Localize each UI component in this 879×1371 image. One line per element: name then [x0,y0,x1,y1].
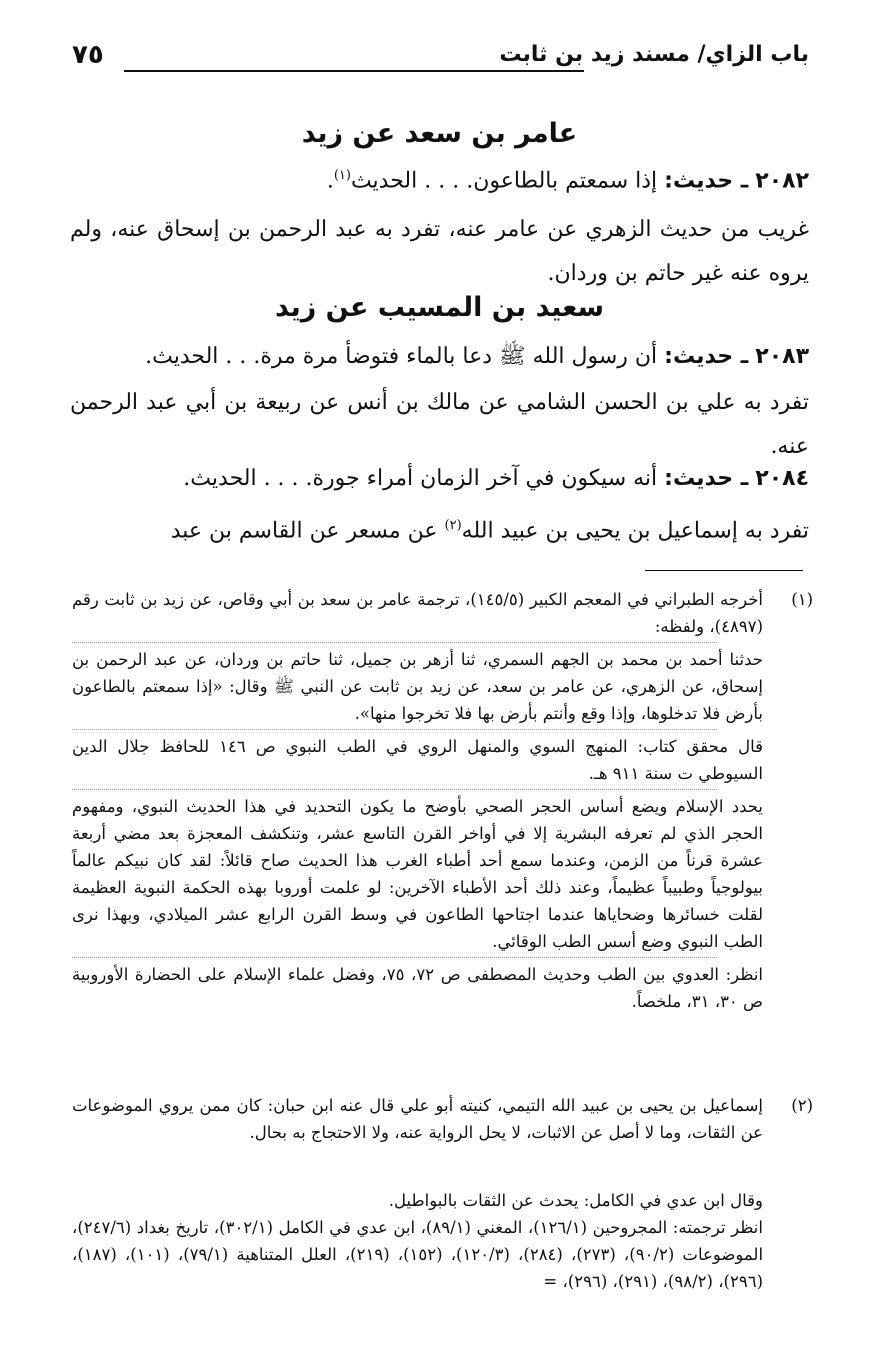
hadith-keyword: حديث: [664,168,734,194]
hadith-keyword: حديث: [664,466,734,491]
footnote-paragraph: قال محقق كتاب: المنهج السوي والمنهل الروي في الطب النبوي ص ١٤٦ للحافظ جلال الدين السيوطي ت سنة ٩١١ هـ. [72,737,763,783]
hadith-commentary: غريب من حديث الزهري عن عامر عنه، تفرد به عبد الرحمن بن إسحاق عنه، ولم يروه عنه غير حاتم بن وردان. [70,217,809,286]
commentary-text: تفرد به إسماعيل بن يحيى بن عبيد الله [461,518,809,544]
footnote-divider [72,729,717,730]
footnote-paragraph: يحدد الإسلام ويضع أساس الحجر الصحي بأوضح ما يكون التحديد في هذا الحديث النبوي، ومفهوم الحجر الذي لم تعرفه البشرية إلا في أواخر القرن التاسع عشر، وتنكشف المعجزة بعد مضي أربعة عشرة قرناً من الزمن، وعندما سمع أحد أطباء الغرب هذا الحديث صاح قائلاً: لقد كان نبيكم عالماً بيولوجياً وطبيباً عظيماً، وعند ذلك أحد الأطباء الآخرين: لو علمت أوروبا بهذه الحكمة النبوية العظيمة لقلت خسائرها وضحاياها عندما اجتاحها الطاعون في وسط القرن الرابع عشر الميلادي، وبهذا نرى الطب النبوي وضع أسس الطب الوقائي. [72,797,763,951]
commentary-text: عن مسعر عن القاسم بن عبد [170,518,438,544]
hadith-number: ٢٠٨٤ [755,466,809,491]
footnote [72,586,813,1015]
footnote-marker: (١) [791,590,813,609]
page-number: ٧٥ [72,40,104,70]
footnote-paragraph: أخرجه الطبراني في المعجم الكبير (١٤٥/٥)، ترجمة عامر بن سعد بن أبي وقاص، عن زيد بن ثابت رقم (٤٨٩٧)، ولفظه: [72,590,763,636]
hadith-entry: ٢٠٨٣ ـ حديث: أن رسول الله ﷺ دعا بالماء فتوضأ مرة مرة. . . الحديث. [145,344,809,369]
footnote-ref[interactable]: (٢) [444,518,462,533]
footnote-marker: (٢) [791,1096,813,1115]
footnote-separator [645,570,803,571]
section-heading: سعيد بن المسيب عن زيد [274,292,605,323]
footnote-paragraph: انظر: العدوي بين الطب وحديث المصطفى ص ٧٢، ٧٥، وفضل علماء الإسلام على الحضارة الأوروبية ص ٣٠، ٣١، ملخصاً. [72,965,763,1011]
hadith-text: إذا سمعتم بالطاعون. . . . الحديث [350,168,658,194]
hadith-number: ٢٠٨٣ [755,344,809,369]
hadith-text: أنه سيكون في آخر الزمان أمراء جورة. . . . الحديث. [183,466,658,491]
footnote-divider [72,789,717,790]
hadith-commentary [70,504,809,553]
hadith-entry: ٢٠٨٤ ـ حديث: أنه سيكون في آخر الزمان أمراء جورة. . . . الحديث. [183,466,809,491]
footnote [72,1092,813,1146]
running-header [72,38,809,82]
footnote-paragraph: حدثنا أحمد بن محمد بن الجهم السمري، ثنا أزهر بن جميل، ثنا حاتم بن وردان، عن عبد الرحمن بن إسحاق، عن الزهري، عن عامر بن سعد، عن زيد بن ثابت عن النبي ﷺ وقال: «إذا سمعتم بالطاعون بأرض فلا تدخلوها، وإذا وقع وأنتم بأرض بها فلا تخرجوا منها». [72,650,763,723]
footnote-divider [72,642,717,643]
hadith-commentary: تفرد به علي بن الحسن الشامي عن مالك بن أنس عن ربيعة بن أبي عبد الرحمن عنه. [70,390,809,459]
chapter-title: باب الزاي/ مسند زيد بن ثابت [499,42,809,67]
footnote-paragraph: وقال ابن عدي في الكامل: يحدث عن الثقات بالبواطيل. [388,1191,763,1210]
hadith-number: ٢٠٨٢ [755,168,809,194]
hadith-keyword: حديث: [664,344,734,369]
footnote-ref[interactable]: (١) [333,168,351,183]
footnote-divider [72,957,717,958]
hadith-text: أن رسول الله ﷺ دعا بالماء فتوضأ مرة مرة. . . الحديث. [145,344,658,369]
footnote-paragraph: إسماعيل بن يحيى بن عبيد الله التيمي، كنيته أبو علي قال عنه ابن حبان: كان ممن يروي الموضوعات عن الثقات، وما لا أصل عن الاثبات، لا يحل الرواية عنه، ولا الاحتجاج به بحال. [72,1096,763,1142]
footnote-paragraph: انظر ترجمته: المجروحين (١٢٦/١)، المغني (٨٩/١)، ابن عدي في الكامل (٣٠٢/١)، تاريخ بغداد (٢٤٧/٦)، الموضوعات (٩٠/٢)، (٢٧٣)، (٢٨٤)، (١٢٠/٣)، (١٥٢)، (٢١٩)، العلل المتناهية (٧٩/١)، (١٠١)، (١٨٧)، (٢٩٦)، (٩٨/٢)، (٢٩١)، (٢٩٦)، = [72,1218,764,1291]
header-rule [124,70,584,72]
hadith-entry: ٢٠٨٢ ـ حديث: إذا سمعتم بالطاعون. . . . الحديث$^{(١)}$. [326,168,809,194]
footnote-continuation [72,1187,763,1295]
section-heading: عامر بن سعد عن زيد [301,118,578,149]
